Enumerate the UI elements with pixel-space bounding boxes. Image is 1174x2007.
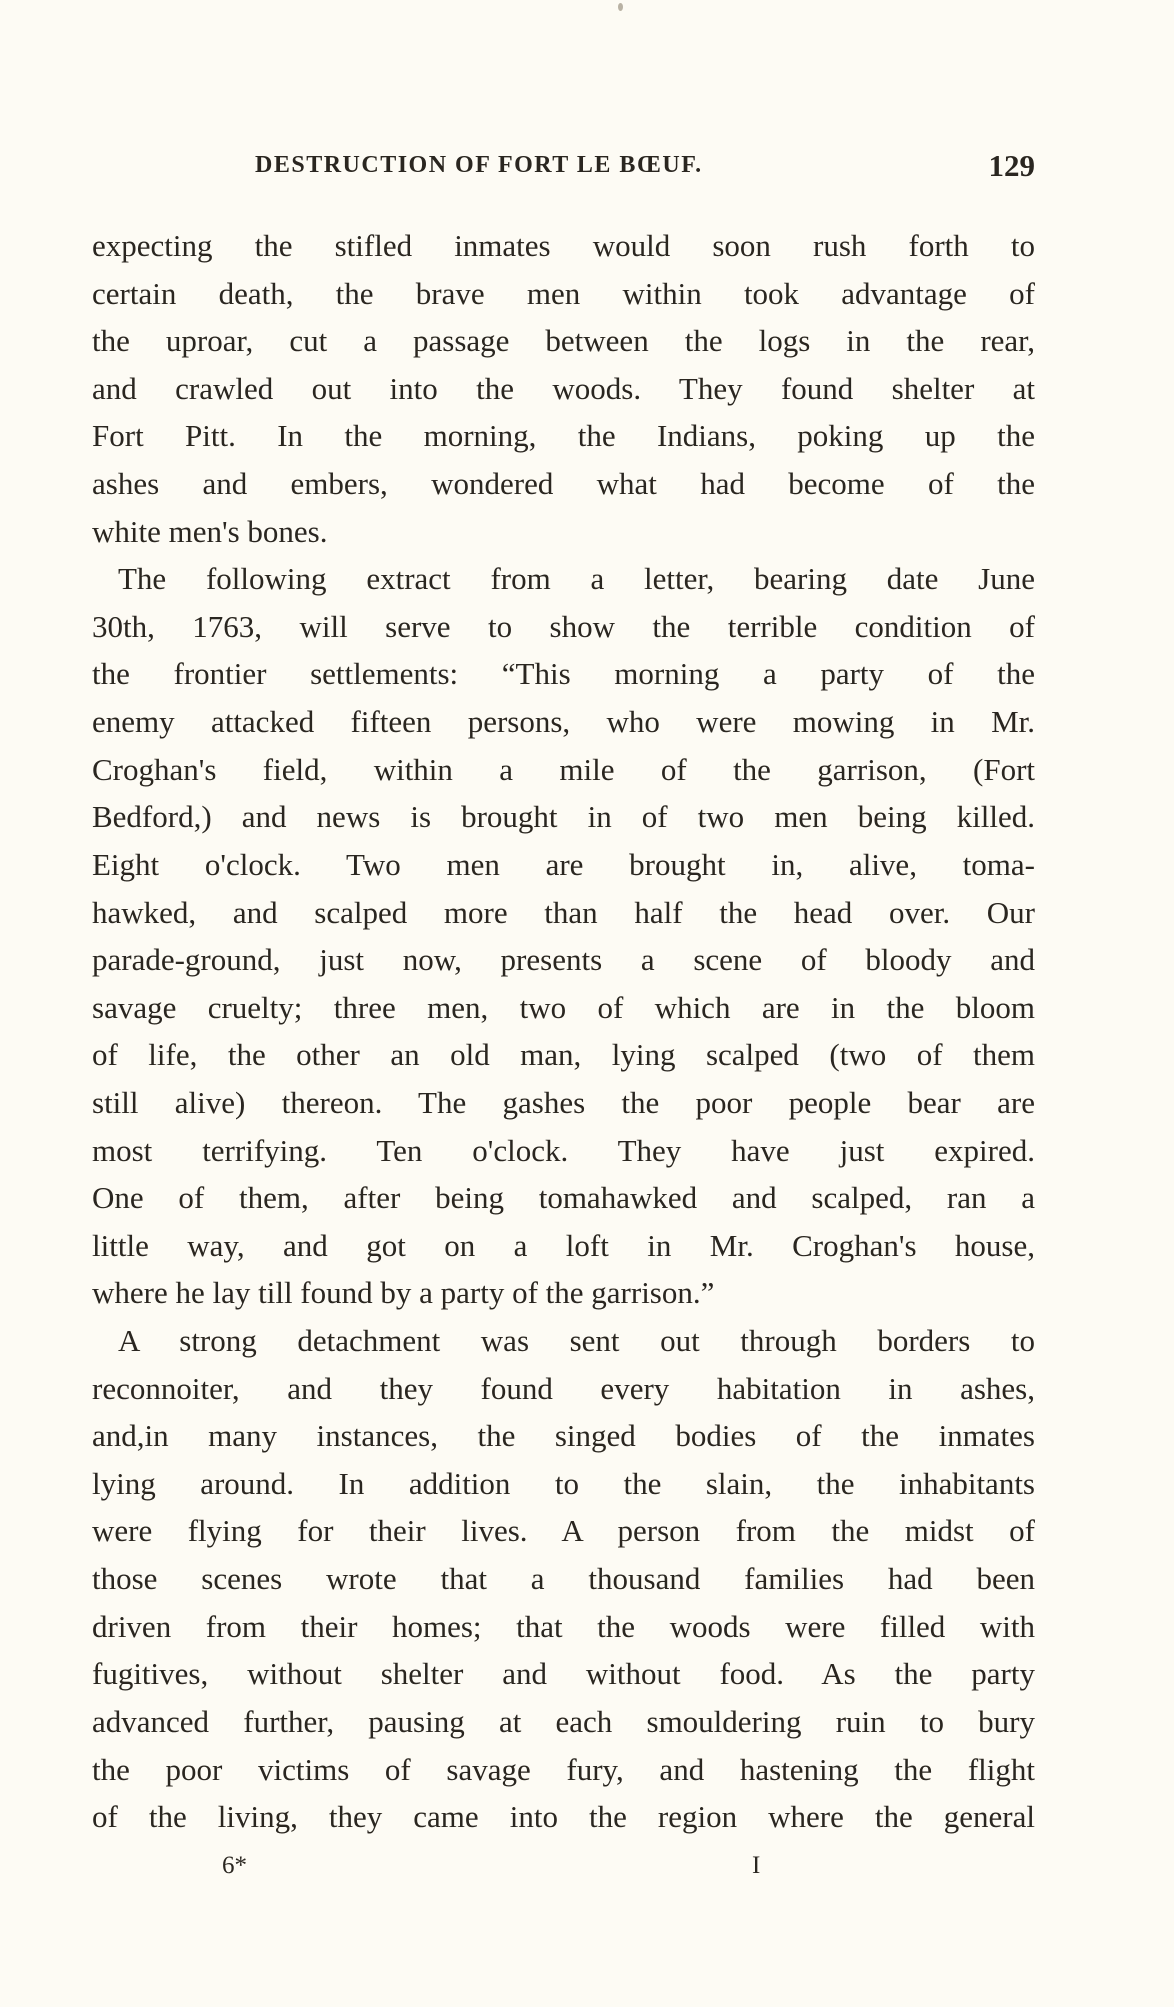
signature-mark-right: I — [752, 1852, 761, 1879]
text-line: the frontier settlements: “This morning a party of the — [92, 656, 1035, 692]
text-line: reconnoiter, and they found every habitation in ashes, — [92, 1370, 1035, 1406]
running-head — [255, 148, 1035, 184]
text-line: little way, and got on a loft in Mr. Croghan's house, — [92, 1227, 1035, 1263]
text-line: driven from their homes; that the woods were filled with — [92, 1608, 1035, 1644]
text-line: Croghan's field, within a mile of the garrison, (Fort — [92, 751, 1035, 787]
text-line: The following extract from a letter, bearing date June — [118, 561, 1035, 597]
signature-mark-left: 6* — [222, 1852, 247, 1879]
text-line: Bedford,) and news is brought in of two men being killed. — [92, 799, 1035, 835]
text-line: parade-ground, just now, presents a scene of bloody and — [92, 942, 1035, 978]
text-line: expecting the stifled inmates would soon rush forth to — [92, 228, 1035, 263]
text-line: the poor victims of savage fury, and hastening the flight — [92, 1751, 1035, 1787]
text-line: where he lay till found by a party of the garrison.” — [92, 1275, 715, 1311]
text-line: lying around. In addition to the slain, the inhabitants — [92, 1465, 1035, 1501]
text-line: ashes and embers, wondered what had become of the — [92, 466, 1035, 502]
text-line: the uproar, cut a passage between the logs in the rear, — [92, 323, 1035, 359]
signature-marks — [222, 1852, 782, 1886]
text-line: One of them, after being tomahawked and scalped, ran a — [92, 1180, 1035, 1216]
text-line: 30th, 1763, will serve to show the terrible condition of — [92, 608, 1035, 644]
ink-speck — [618, 3, 623, 11]
text-line: Eight o'clock. Two men are brought in, alive, toma- — [92, 846, 1035, 882]
text-line: Fort Pitt. In the morning, the Indians, poking up the — [92, 418, 1035, 454]
text-line: enemy attacked fifteen persons, who were mowing in Mr. — [92, 704, 1035, 740]
text-line: of life, the other an old man, lying scalped (two of them — [92, 1037, 1035, 1073]
text-line: still alive) thereon. The gashes the poor people bear are — [92, 1084, 1035, 1120]
text-line: most terrifying. Ten o'clock. They have just expired. — [92, 1132, 1035, 1168]
text-line: savage cruelty; three men, two of which are in the bloom — [92, 989, 1035, 1025]
text-line: of the living, they came into the region where the general — [92, 1799, 1035, 1835]
text-line: hawked, and scalped more than half the head over. Our — [92, 894, 1035, 930]
body-text — [92, 222, 1035, 1841]
text-line: certain death, the brave men within took advantage of — [92, 275, 1035, 311]
page-number: 129 — [988, 148, 1035, 183]
text-line: were flying for their lives. A person from the midst of — [92, 1513, 1035, 1549]
running-title: DESTRUCTION OF FORT LE BŒUF. — [255, 152, 703, 178]
text-line: white men's bones. — [92, 513, 328, 549]
text-line: fugitives, without shelter and without food. As the party — [92, 1656, 1035, 1692]
text-line: A strong detachment was sent out through borders to — [118, 1323, 1035, 1359]
text-line: advanced further, pausing at each smouldering ruin to bury — [92, 1703, 1035, 1739]
text-line: and crawled out into the woods. They found shelter at — [92, 370, 1035, 406]
text-line: those scenes wrote that a thousand families had been — [92, 1561, 1035, 1597]
text-line: and,in many instances, the singed bodies of the inmates — [92, 1418, 1035, 1454]
